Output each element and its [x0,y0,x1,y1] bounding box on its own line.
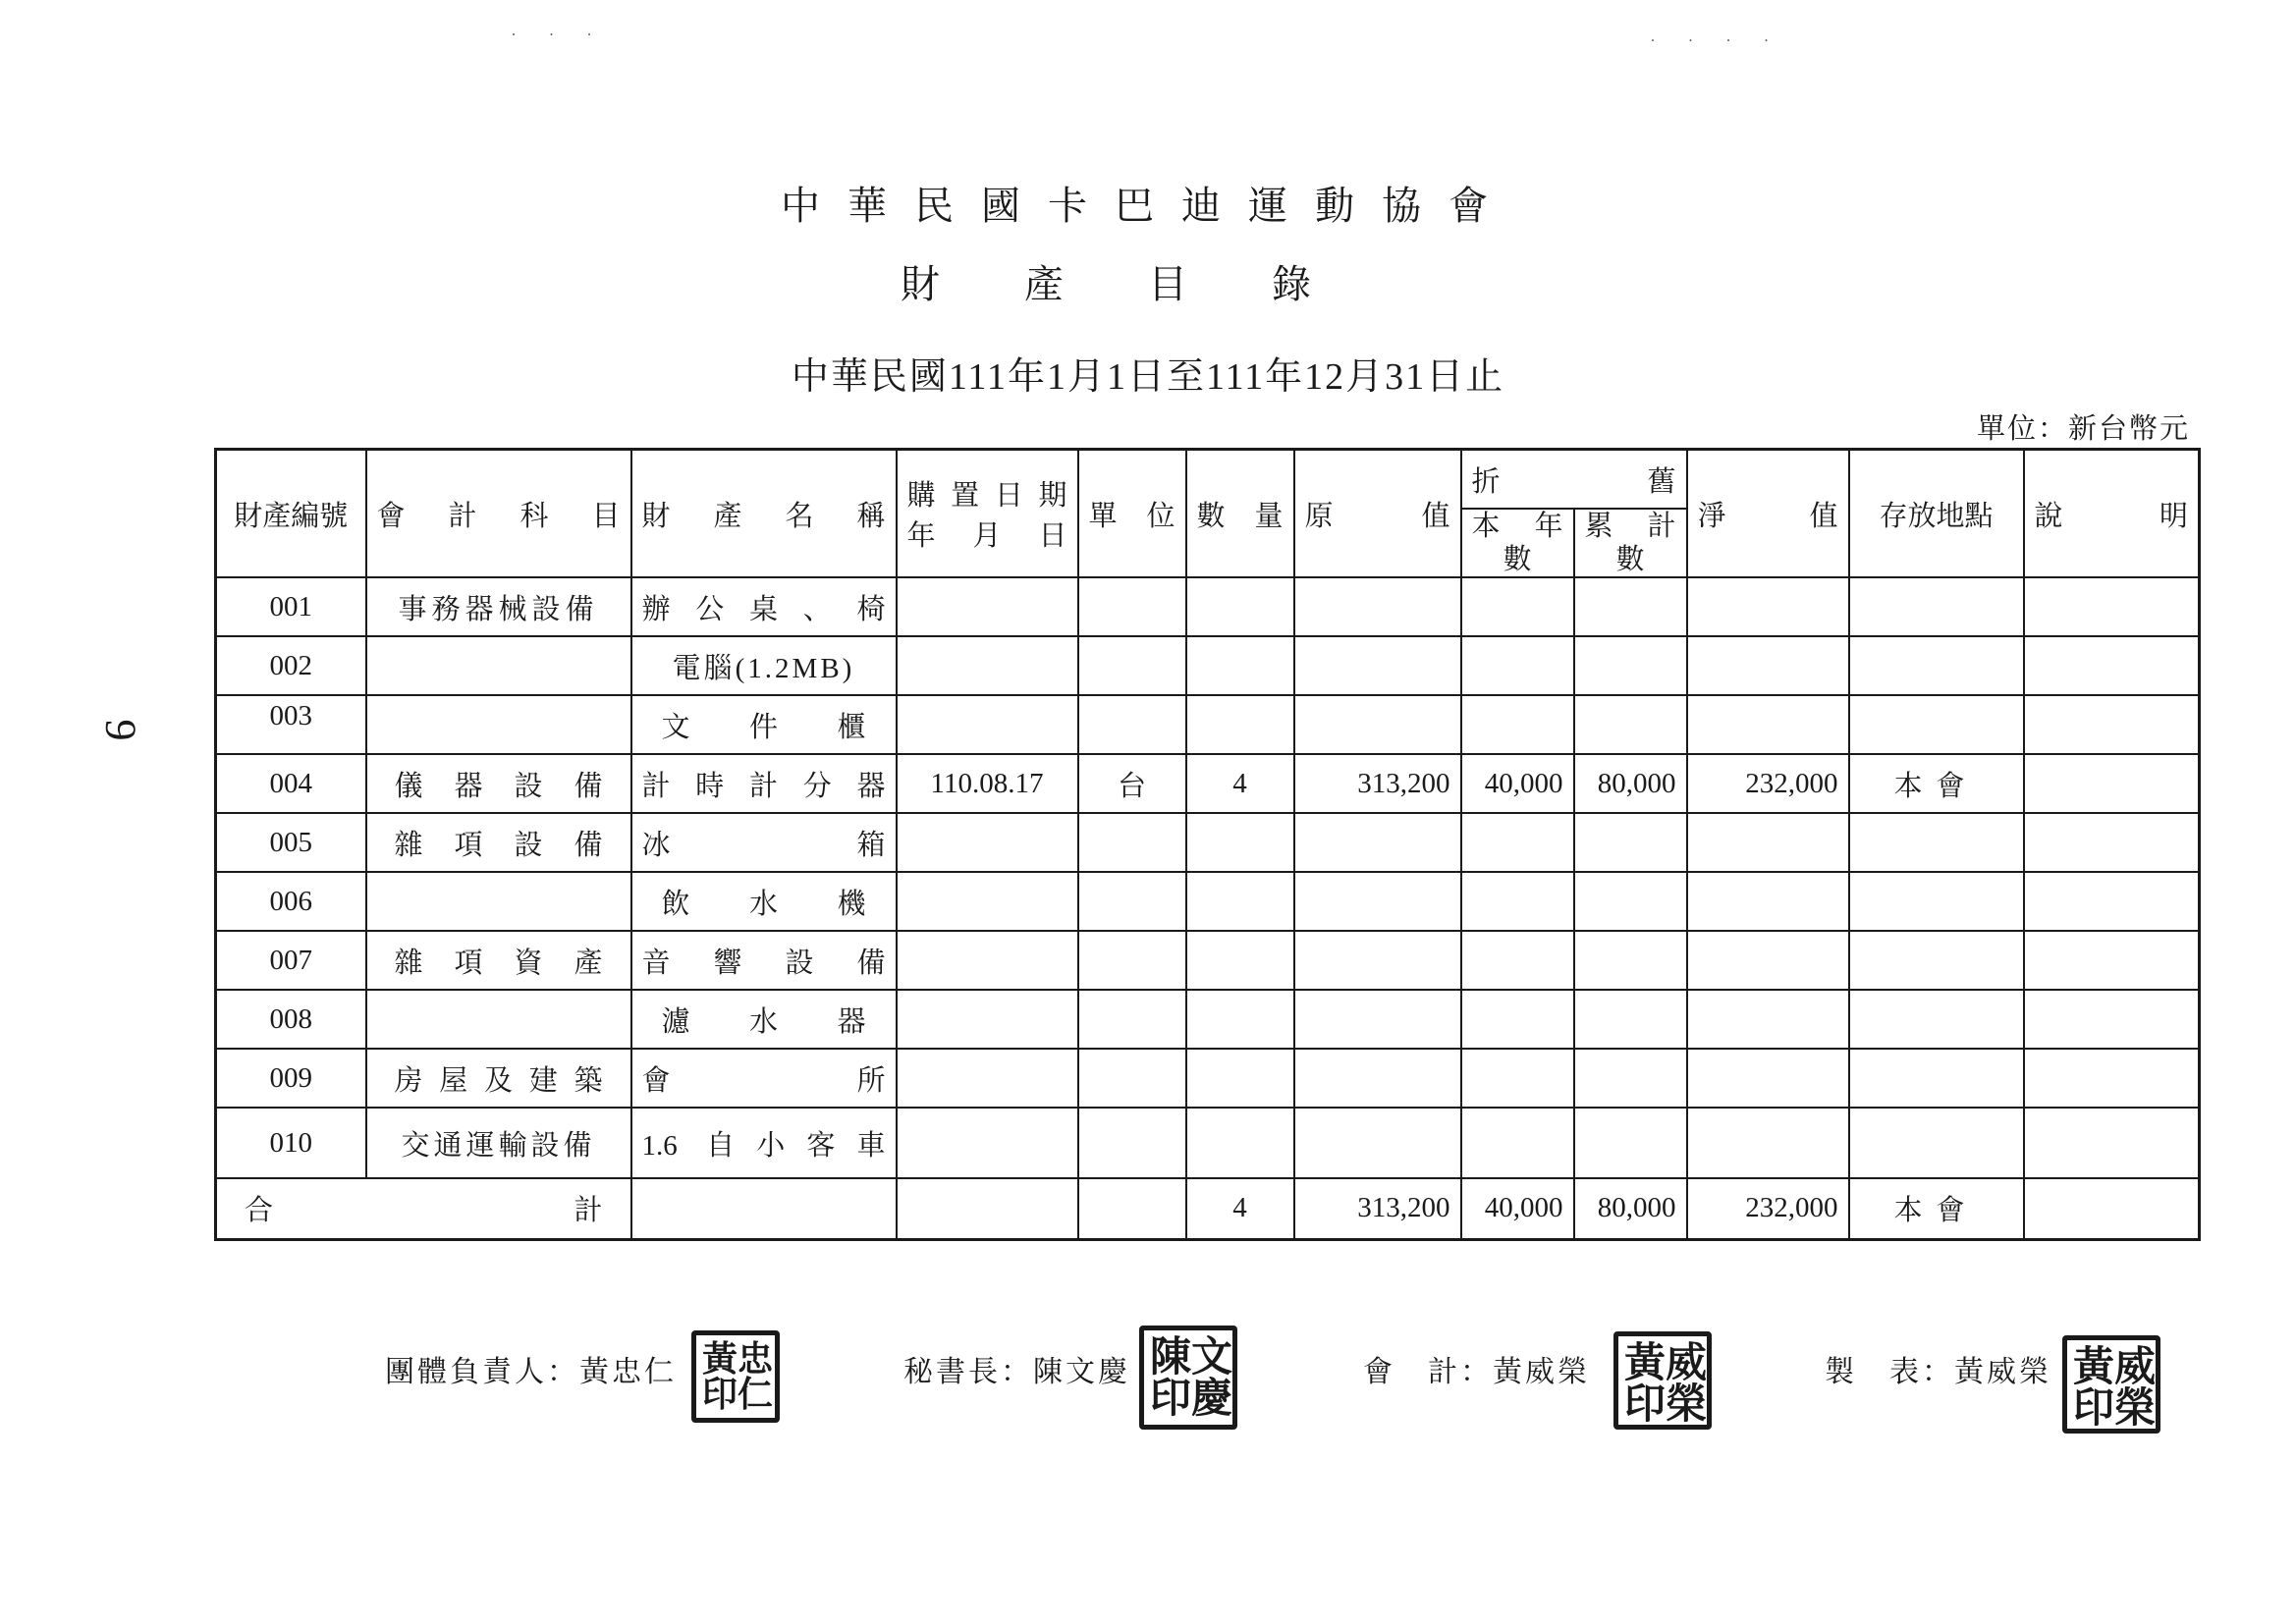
header-unit [1078,450,1186,578]
header-asset-no: 財產編號 [216,450,366,578]
cell-account: 儀器設備 [366,754,631,813]
cell-asset-no: 005 [216,813,366,872]
cell-original-value [1294,636,1461,695]
cell-quantity: 4 [1186,754,1294,813]
table-row [216,990,2200,1049]
cell-remarks [2024,1108,2200,1178]
cell-unit [1078,577,1186,636]
header-depreciation [1461,450,1687,510]
cell-dep-accumulated [1574,577,1687,636]
cell-original-value [1294,813,1461,872]
cell-dep-accumulated [1574,872,1687,931]
cell-original-value [1294,990,1461,1049]
cell-location: 本會 [1849,754,2024,813]
seal-char: 黃 [2073,1342,2115,1390]
cell-unit [1078,695,1186,754]
cell-remarks [2024,754,2200,813]
cell-original-value: 313,200 [1294,754,1461,813]
signature-accountant-label: 會 計：黃威榮 [1363,1356,1590,1388]
cell-purchase-date [897,931,1078,990]
cell-net-value [1687,636,1849,695]
cell-account: 事務器械設備 [366,577,631,636]
table-row [216,813,2200,872]
header-purchase-date-line2: 年月日 [906,520,1067,552]
cell-location [1849,577,2024,636]
cell-asset-no: 006 [216,872,366,931]
cell-location [1849,872,2024,931]
cell-purchase-date [897,813,1078,872]
cell-net-value [1687,990,1849,1049]
cell-dep-this-year [1461,1049,1574,1108]
table-row [216,872,2200,931]
total-row [216,1178,2200,1239]
total-remarks [2024,1178,2200,1239]
header-quantity [1186,450,1294,578]
header-dep-accumulated-line1: 累計 [1584,511,1676,542]
cell-asset-no: 001 [216,577,366,636]
cell-original-value [1294,577,1461,636]
total-asset-name [631,1178,897,1239]
header-net-value-text: 淨值 [1697,500,1838,532]
table-row [216,577,2200,636]
cell-remarks [2024,577,2200,636]
header-original-value [1294,450,1461,578]
cell-remarks [2024,931,2200,990]
cell-quantity [1186,813,1294,872]
total-net-value: 232,000 [1687,1178,1849,1239]
cell-location [1849,1049,2024,1108]
cell-quantity [1186,872,1294,931]
header-remarks [2024,450,2200,578]
seal-char: 黃 [702,1338,738,1380]
seal-char: 黃 [1624,1338,1667,1386]
cell-quantity [1186,1049,1294,1108]
cell-unit [1078,813,1186,872]
cell-account [366,636,631,695]
cell-net-value [1687,931,1849,990]
cell-purchase-date [897,872,1078,931]
cell-asset-name: 文件櫃 [631,695,897,754]
cell-quantity [1186,577,1294,636]
seal-char: 慶 [1191,1374,1233,1422]
cell-dep-this-year [1461,990,1574,1049]
seal-char: 榮 [2114,1383,2157,1432]
header-asset-name-text: 財產名稱 [641,500,886,532]
cell-asset-name: 會所 [631,1049,897,1108]
cell-remarks [2024,1049,2200,1108]
cell-unit: 台 [1078,754,1186,813]
cell-asset-no: 010 [216,1108,366,1178]
header-dep-this-year [1461,509,1574,577]
cell-original-value [1294,931,1461,990]
cell-original-value [1294,872,1461,931]
cell-dep-this-year [1461,577,1574,636]
cell-asset-no: 009 [216,1049,366,1108]
seal-char: 印 [702,1374,738,1415]
document-title: 財產目錄 [901,262,1395,306]
cell-purchase-date [897,1108,1078,1178]
cell-dep-accumulated [1574,990,1687,1049]
cell-asset-no: 004 [216,754,366,813]
cell-dep-accumulated [1574,813,1687,872]
header-dep-this-year-line1: 本年 [1471,511,1563,542]
total-label-left: 合 [245,1195,274,1227]
signature-preparer-label: 製 表：黃威榮 [1825,1356,2051,1388]
header-unit-text: 單位 [1088,500,1175,532]
cell-net-value [1687,1049,1849,1108]
cell-dep-accumulated [1574,636,1687,695]
total-original-value: 313,200 [1294,1178,1461,1239]
seal-preparer-stamp [2062,1335,2160,1434]
scan-specks: ˙ ˙ ˙ [511,29,606,49]
table-row [216,931,2200,990]
cell-location [1849,990,2024,1049]
cell-dep-this-year: 40,000 [1461,754,1574,813]
cell-unit [1078,872,1186,931]
signature-secretary-label: 秘書長：陳文慶 [903,1356,1130,1388]
cell-location [1849,813,2024,872]
header-quantity-text: 數量 [1196,500,1284,532]
cell-dep-accumulated [1574,931,1687,990]
cell-remarks [2024,813,2200,872]
cell-asset-name: 濾水器 [631,990,897,1049]
seal-char: 威 [1666,1338,1708,1386]
cell-net-value: 232,000 [1687,754,1849,813]
cell-purchase-date [897,695,1078,754]
cell-asset-name: 辦公桌、椅 [631,577,897,636]
cell-purchase-date [897,577,1078,636]
header-depreciation-text: 折舊 [1471,465,1676,498]
cell-unit [1078,931,1186,990]
header-purchase-date [897,450,1078,578]
cell-account: 房屋及建築 [366,1049,631,1108]
cell-location [1849,931,2024,990]
table-row [216,1049,2200,1108]
cell-asset-name: 1.6 自小客車 [631,1108,897,1178]
header-dep-accumulated [1574,509,1687,577]
header-account [366,450,631,578]
cell-unit [1078,1049,1186,1108]
cell-account [366,990,631,1049]
seal-char: 威 [2114,1342,2157,1390]
header-dep-accumulated-line2: 數 [1615,544,1645,575]
table-row [216,695,2200,754]
cell-location [1849,695,2024,754]
header-dep-this-year-line2: 數 [1503,544,1532,575]
header-asset-name [631,450,897,578]
total-dep-accumulated: 80,000 [1574,1178,1687,1239]
total-unit [1078,1178,1186,1239]
total-quantity: 4 [1186,1178,1294,1239]
total-label [216,1178,631,1239]
cell-net-value [1687,1108,1849,1178]
header-account-text: 會計科目 [376,500,621,532]
cell-original-value [1294,1049,1461,1108]
cell-location [1849,636,2024,695]
cell-asset-name: 冰箱 [631,813,897,872]
cell-dep-this-year [1461,813,1574,872]
cell-account [366,872,631,931]
seal-char: 陳 [1150,1332,1192,1380]
total-location: 本會 [1849,1178,2024,1239]
cell-dep-this-year [1461,695,1574,754]
cell-quantity [1186,636,1294,695]
asset-inventory-table [214,448,2201,1241]
cell-net-value [1687,695,1849,754]
cell-dep-this-year [1461,931,1574,990]
seal-char: 文 [1191,1332,1233,1380]
cell-quantity [1186,695,1294,754]
cell-unit [1078,636,1186,695]
reporting-period: 中華民國111年1月1日至111年12月31日止 [791,356,1505,398]
cell-quantity [1186,931,1294,990]
signature-responsible-label: 團體負責人：黃忠仁 [385,1356,677,1388]
cell-dep-accumulated: 80,000 [1574,754,1687,813]
cell-dep-this-year [1461,636,1574,695]
cell-account: 交通運輸設備 [366,1108,631,1178]
cell-asset-name: 計時計分器 [631,754,897,813]
seal-char: 仁 [738,1374,774,1415]
seal-secretary-stamp [1139,1326,1237,1430]
seal-char: 印 [1150,1374,1192,1422]
cell-dep-this-year [1461,872,1574,931]
cell-remarks [2024,872,2200,931]
header-net-value [1687,450,1849,578]
organization-name: 中華民國卡巴迪運動協會 [781,184,1515,228]
cell-purchase-date [897,990,1078,1049]
header-original-value-text: 原值 [1304,500,1450,532]
cell-account [366,695,631,754]
cell-asset-no: 007 [216,931,366,990]
header-purchase-date-line1: 購置日期 [906,480,1067,512]
table-row [216,754,2200,813]
total-purchase-date [897,1178,1078,1239]
seal-char: 印 [1624,1380,1667,1428]
page-number: 9 [96,719,145,741]
cell-purchase-date [897,636,1078,695]
cell-quantity [1186,990,1294,1049]
cell-purchase-date [897,1049,1078,1108]
scan-specks: ˙ ˙ ˙ ˙ [1650,35,1783,55]
total-label-right: 計 [574,1195,603,1227]
cell-asset-no: 003 [216,695,366,754]
cell-location [1849,1108,2024,1178]
header-remarks-text: 說明 [2034,500,2189,532]
seal-char: 印 [2073,1383,2115,1432]
seal-char: 忠 [738,1338,774,1380]
cell-dep-accumulated [1574,695,1687,754]
cell-asset-name: 電腦(1.2MB) [631,636,897,695]
seal-char: 榮 [1666,1380,1708,1428]
cell-purchase-date: 110.08.17 [897,754,1078,813]
cell-dep-this-year [1461,1108,1574,1178]
cell-original-value [1294,695,1461,754]
cell-quantity [1186,1108,1294,1178]
cell-asset-no: 002 [216,636,366,695]
currency-unit: 單位：新台幣元 [1976,413,2190,445]
cell-asset-name: 音響設備 [631,931,897,990]
cell-net-value [1687,577,1849,636]
cell-dep-accumulated [1574,1108,1687,1178]
cell-net-value [1687,872,1849,931]
cell-dep-accumulated [1574,1049,1687,1108]
cell-unit [1078,990,1186,1049]
cell-unit [1078,1108,1186,1178]
total-dep-this-year: 40,000 [1461,1178,1574,1239]
header-location: 存放地點 [1849,450,2024,578]
seal-responsible-stamp [691,1330,780,1423]
cell-net-value [1687,813,1849,872]
cell-remarks [2024,990,2200,1049]
cell-account: 雜項資產 [366,931,631,990]
table-row [216,1108,2200,1178]
table-row [216,636,2200,695]
cell-remarks [2024,695,2200,754]
cell-remarks [2024,636,2200,695]
cell-asset-no: 008 [216,990,366,1049]
cell-asset-name: 飲水機 [631,872,897,931]
cell-account: 雜項設備 [366,813,631,872]
seal-accountant-stamp [1613,1331,1712,1430]
cell-original-value [1294,1108,1461,1178]
